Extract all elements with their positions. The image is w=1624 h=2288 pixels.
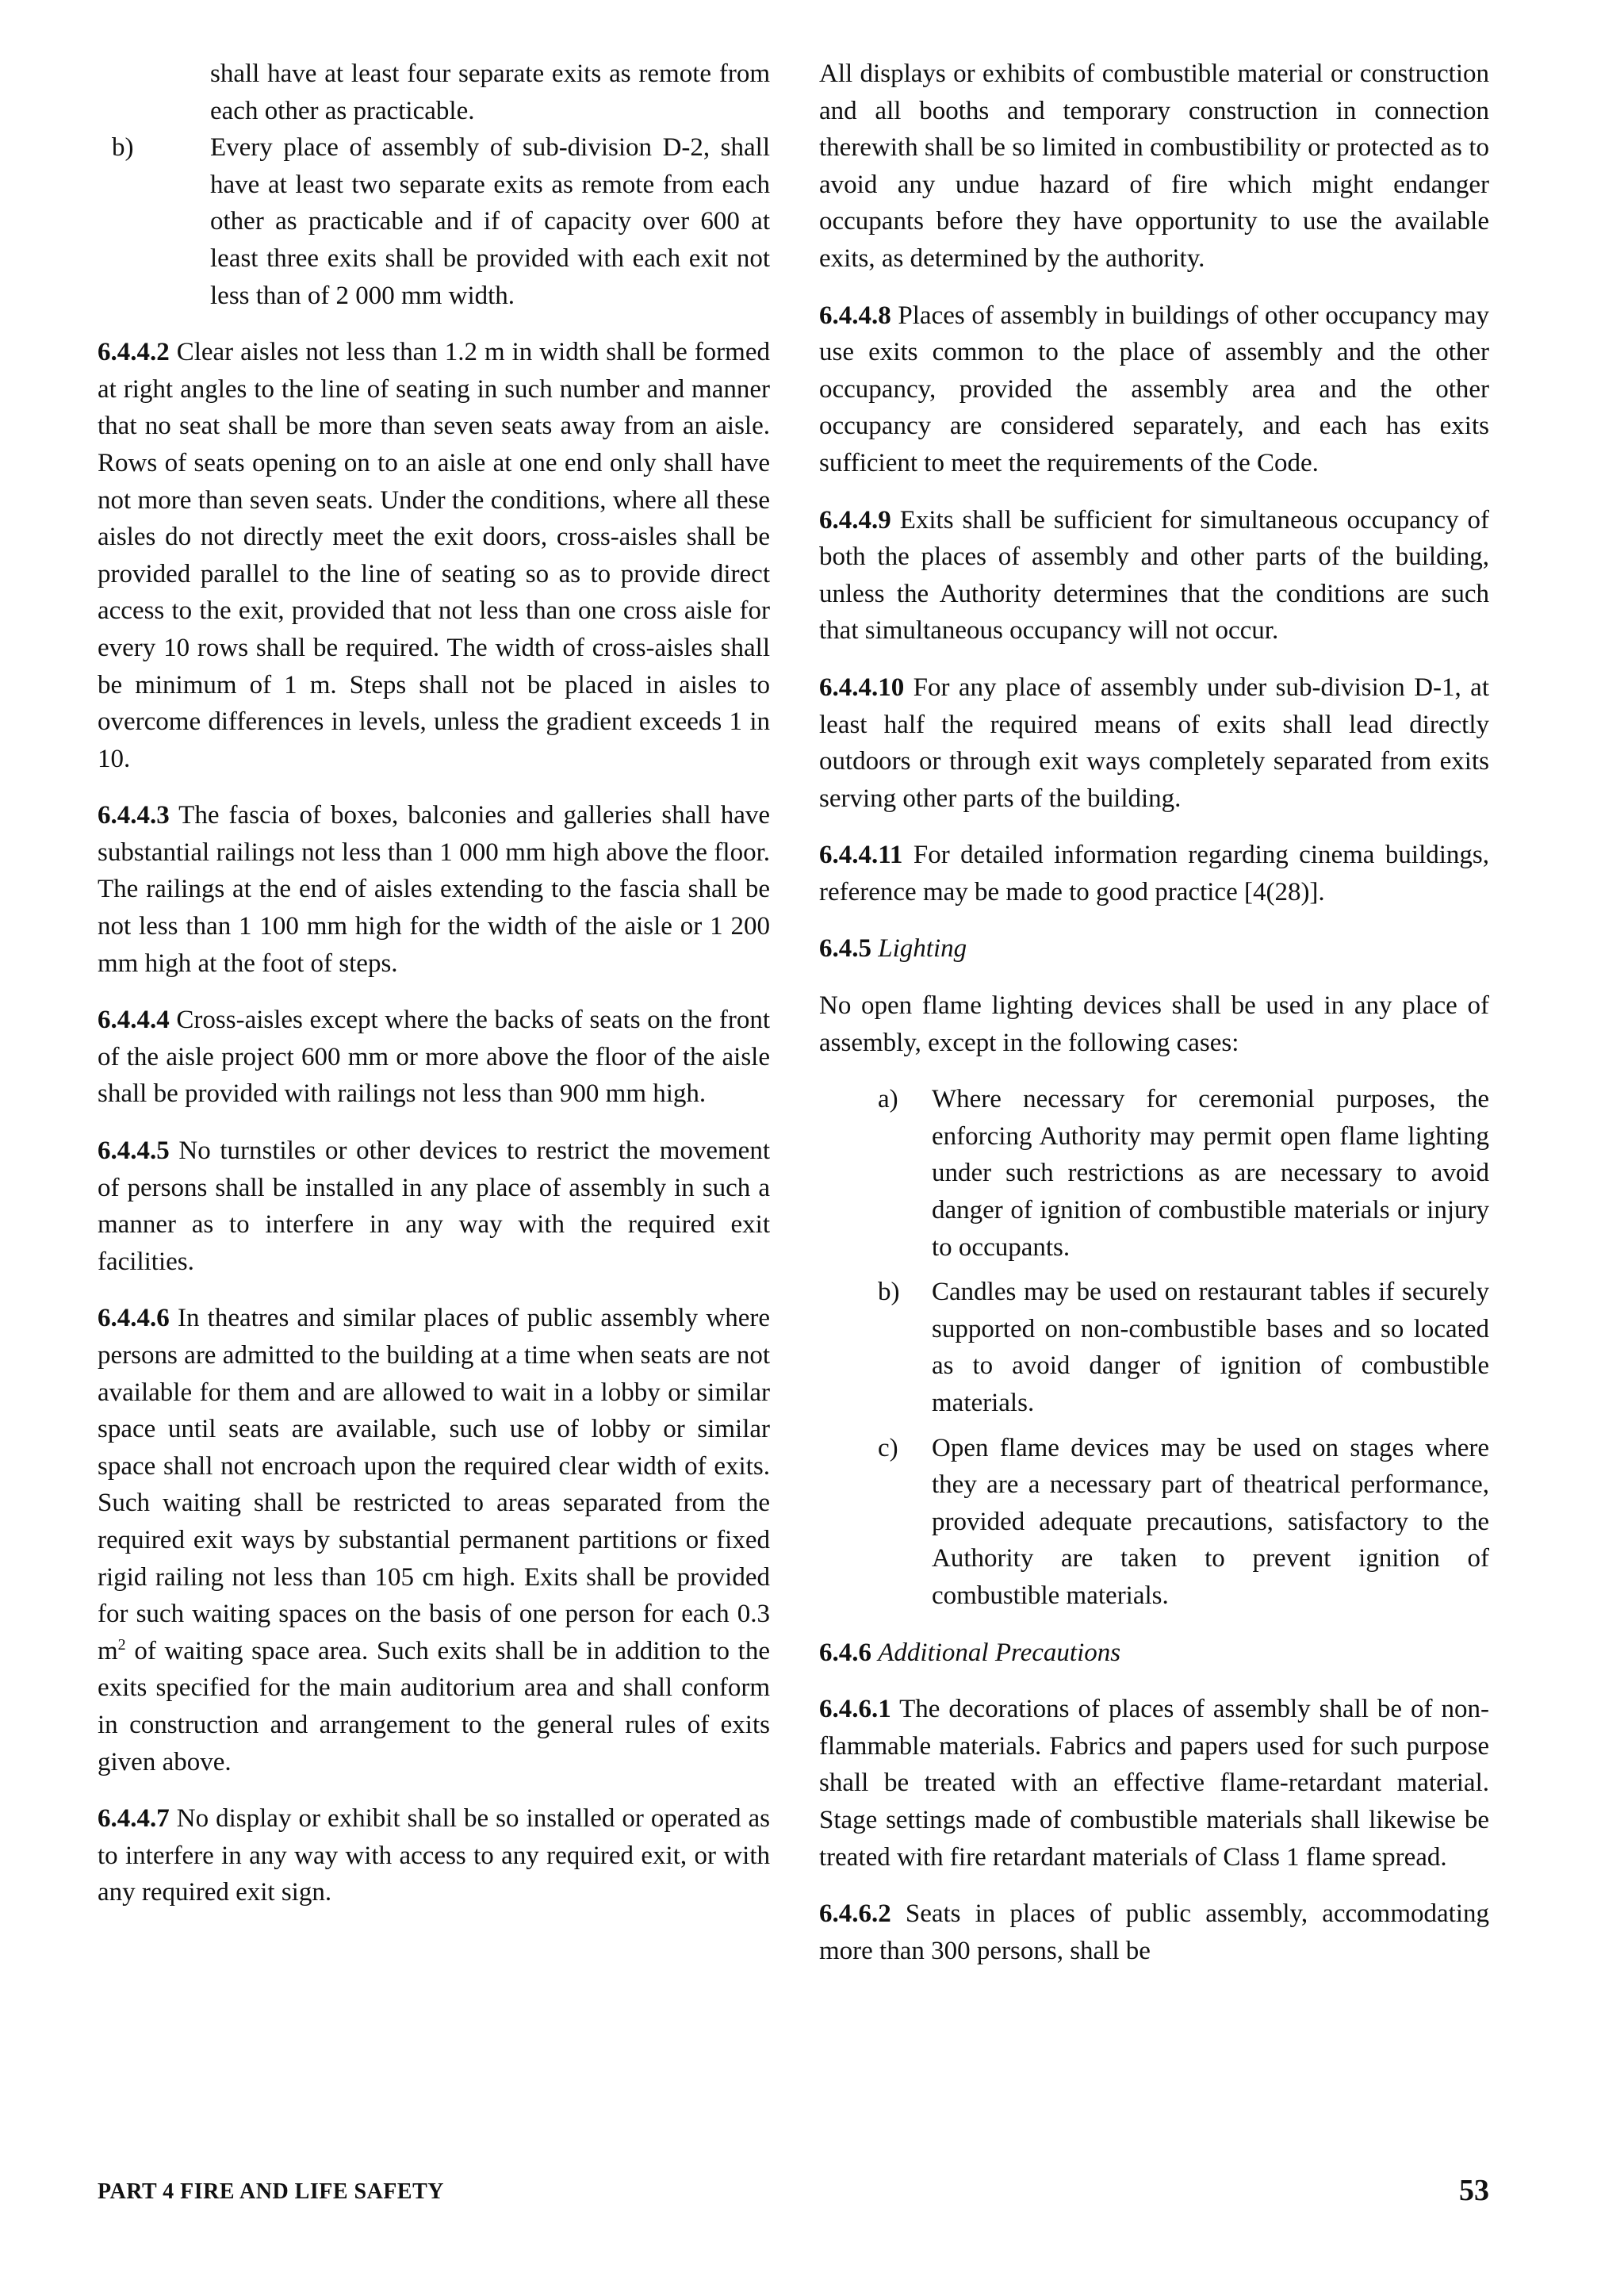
clause-text: In theatres and similar places of public assembly where persons are admitted to the building at a time when seats are not available for them and are allowed to wait in a lobby or similar space until seats are available, such use of lobby or similar space shall not encroach upon the required clear width of exits. Such waiting shall be restricted to areas separated from the required exit ways by substantial permanent partitions or fixed rigid railing not less than 105 cm high. Exits shall be provided for such waiting spaces on the basis of one person for each 0.3 m — [98, 1304, 770, 1665]
clause-number: 6.4.4.7 — [98, 1804, 170, 1834]
clause-number: 6.4.4.8 — [819, 301, 891, 330]
list-continuation: shall have at least four separate exits as remote from each other as practicable. — [210, 59, 770, 125]
clause-6-4-4-5 — [98, 1133, 770, 1280]
list-marker: c) — [878, 1433, 898, 1462]
section-title: Lighting — [878, 934, 967, 964]
list-item-c — [819, 1430, 1489, 1615]
clause-number: 6.4.4.11 — [819, 841, 903, 870]
clause-text: Clear aisles not less than 1.2 m in width shall be formed at right angles to the line of seating in such number and manner that no seat shall be more than seven seats away from an aisle. Rows of seats opening on to an aisle at one end only shall have not more than seven seats. Under the conditions, where all these aisles do not directly meet the exit doors, cross-aisles shall be provided parallel to the line of seating so as to provide direct access to the exit, provided that not less than one cross aisle for every 10 rows shall be required. The width of cross-aisles shall be minimum of 1 m. Steps shall not be placed in aisles to overcome differences in levels, unless the gradient exceeds 1 in 10. — [98, 338, 770, 773]
clause-6-4-4-6 — [98, 1300, 770, 1780]
section-heading-additional-precautions — [819, 1635, 1489, 1672]
clause-text: Places of assembly in buildings of other occupancy may use exits common to the place of assembly and the other occupancy, provided the assembly area and the other occupancy are considered separately, and each has exits sufficient to meet the requirements of the Code. — [819, 301, 1489, 477]
list-marker: b) — [878, 1278, 900, 1307]
clause-number: 6.4.4.3 — [98, 801, 170, 830]
list-item-text: Open flame devices may be used on stages where they are a necessary part of theatrical performance, provided adequate precautions, satisfactory to the Authority are taken to prevent ignition of combustible materials. — [932, 1433, 1489, 1610]
clause-text: For detailed information regarding cinema buildings, reference may be made to good practice [4(28)]. — [819, 841, 1489, 906]
clause-text: The fascia of boxes, balconies and galleries shall have substantial railings not less than 1 000 mm high above the floor. The railings at the end of aisles extending to the fascia shall be not less than 1 100 mm high for the width of the aisle or 1 200 mm high at the foot of steps. — [98, 801, 770, 978]
clause-number: 6.4.4.10 — [819, 673, 905, 702]
list-item-text: Every place of assembly of sub-division D-2, shall have at least two separate exits as remote from each other as practicable and if of capacity over 600 at least three exits shall be provided with each exit not less than of 2 000 mm width. — [210, 133, 770, 310]
section-heading-lighting — [819, 930, 1489, 968]
clause-number: 6.4.4.4 — [98, 1006, 170, 1035]
clause-number: 6.4.4.5 — [98, 1136, 170, 1166]
clause-text: No turnstiles or other devices to restrict the movement of persons shall be installed in any place of assembly in such a manner as to interfere in any way with the required exit facilities. — [98, 1136, 770, 1276]
list-item-a — [819, 1081, 1489, 1266]
clause-6-4-4-9 — [819, 502, 1489, 650]
clause-number: 6.4.6.2 — [819, 1899, 891, 1929]
clause-text-continued: of waiting space area. Such exits shall be in addition to the exits specified for the main auditorium area and shall conform in construction and arrangement to the general rules of exits given above. — [98, 1636, 770, 1776]
clause-number: 6.4.4.6 — [98, 1304, 170, 1333]
exit-requirements-list — [98, 56, 770, 314]
list-item-b — [819, 1274, 1489, 1421]
list-marker: a) — [878, 1085, 898, 1114]
section-number: 6.4.6 — [819, 1638, 871, 1667]
clause-6-4-4-2 — [98, 334, 770, 777]
list-item-text: Where necessary for ceremonial purposes, the enforcing Authority may permit open flame lighting under such restrictions as are necessary to avoid danger of ignition of combustible materials or injury to occupants. — [932, 1085, 1489, 1262]
clause-6-4-4-7 — [98, 1800, 770, 1911]
clause-6-4-6-1 — [819, 1691, 1489, 1876]
clause-text: Seats in places of public assembly, accommodating more than 300 persons, shall be — [819, 1899, 1489, 1965]
right-column — [819, 56, 1489, 1989]
clause-number: 6.4.6.1 — [819, 1695, 891, 1724]
clause-6-4-4-4 — [98, 1002, 770, 1113]
left-column — [98, 56, 770, 1931]
superscript: 2 — [117, 1635, 126, 1654]
section-title: Additional Precautions — [878, 1638, 1121, 1667]
list-item-b — [98, 129, 770, 314]
clause-text: Exits shall be sufficient for simultaneous occupancy of both the places of assembly and other parts of the building, unless the Authority determines that the conditions are such that simultaneous occupancy will not occur. — [819, 505, 1489, 646]
clause-6-4-6-2 — [819, 1895, 1489, 1969]
clause-6-4-4-3 — [98, 797, 770, 982]
clause-text: The decorations of places of assembly shall be of non-flammable materials. Fabrics and papers used for such purpose shall be treated with an effective flame-retardant material. Stage settings made of combustible materials shall likewise be treated with fire retardant materials of Class 1 flame spread. — [819, 1695, 1489, 1872]
clause-6-4-4-8 — [819, 297, 1489, 482]
section-number: 6.4.5 — [819, 934, 871, 964]
clause-text: No display or exhibit shall be so installed or operated as to interfere in any way with access to any required exit, or with any required exit sign. — [98, 1804, 770, 1907]
clause-text: Cross-aisles except where the backs of seats on the front of the aisle project 600 mm or more above the floor of the aisle shall be provided with railings not less than 900 mm high. — [98, 1006, 770, 1109]
clause-number: 6.4.4.9 — [819, 505, 891, 535]
page-number: 53 — [1459, 2174, 1489, 2207]
footer-section-title: PART 4 FIRE AND LIFE SAFETY — [98, 2179, 444, 2204]
list-item-text: Candles may be used on restaurant tables if securely supported on non-combustible bases and so located as to avoid danger of ignition of combustible materials. — [932, 1278, 1489, 1417]
clause-continuation: All displays or exhibits of combustible material or construction and all booths and temporary construction in connection therewith shall be so limited in combustibility or protected as to avoid any undue hazard of fire which might endanger occupants before they have opportunity to use the available exits, as determined by the authority. — [819, 59, 1489, 273]
lighting-cases-list — [819, 1081, 1489, 1614]
clause-text: For any place of assembly under sub-division D-1, at least half the required means of exits shall lead directly outdoors or through exit ways completely separated from exits serving other parts of the building. — [819, 673, 1489, 813]
list-marker: b) — [112, 133, 134, 163]
lighting-intro: No open flame lighting devices shall be used in any place of assembly, except in the following cases: — [819, 991, 1489, 1057]
clause-6-4-4-11 — [819, 837, 1489, 910]
clause-6-4-4-10 — [819, 669, 1489, 817]
clause-number: 6.4.4.2 — [98, 338, 170, 367]
